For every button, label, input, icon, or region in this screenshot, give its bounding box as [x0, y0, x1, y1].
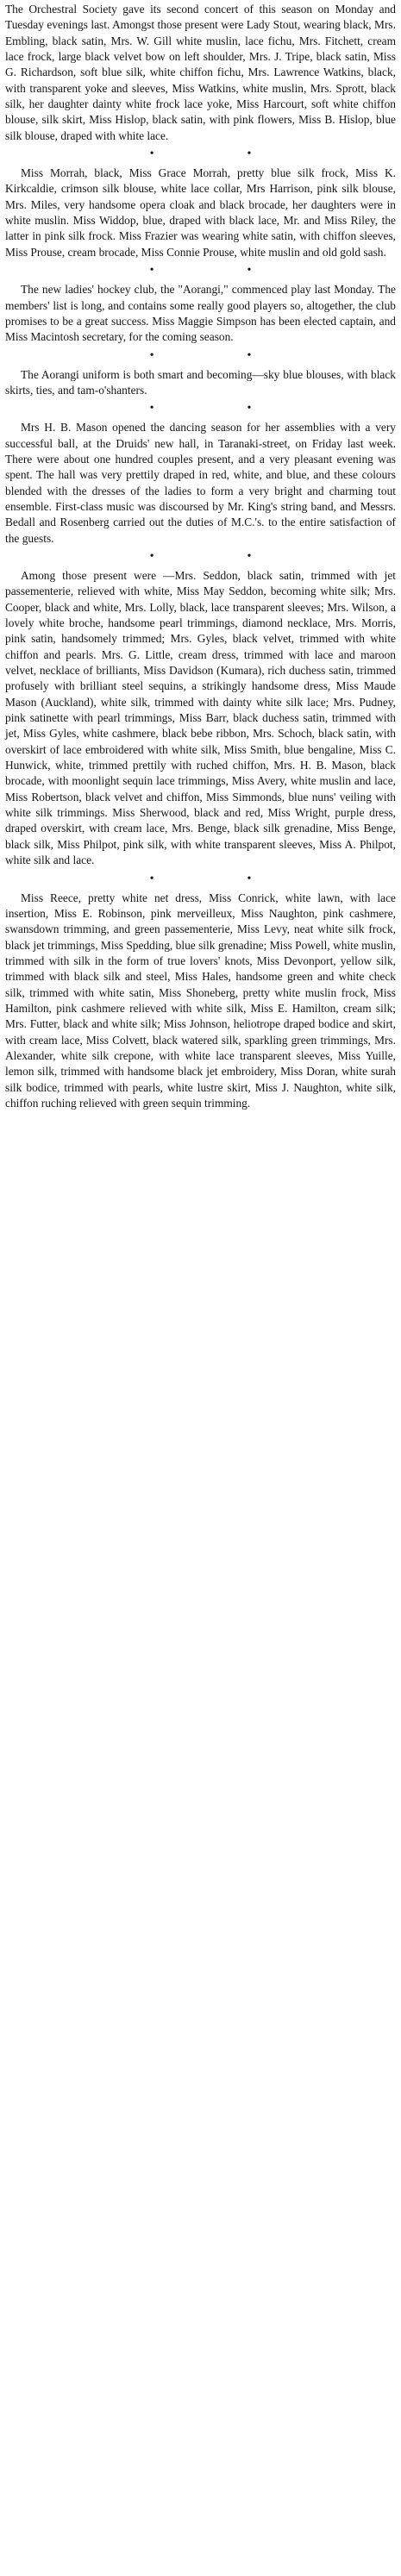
- separator-bullet: •: [247, 872, 252, 885]
- separator-bullet: •: [149, 872, 154, 885]
- separator-bullet: •: [247, 147, 252, 161]
- paragraph-miss-reece: Miss Reece, pretty white net dress, Miss Conrick, white lawn, with lace insertion, Miss E. Robinson, pink merveilleux, Miss Naughton, pink cashmere, swansdown trimming, and green passementerie, Miss Levy, neat white silk frock, black jet trimmings, Miss Spedding, blue silk grenadine; Miss Powell, white muslin, trimmed with silk in the form of true lovers' knots, Miss Devonport, yellow silk, trimmed with black silk and steel, Miss Hales, handsome green and white check silk, trimmed with white satin, Miss Shoneberg, pretty white muslin frock, Miss Hamilton, pink cashmere relieved with white silk, Miss E. Hamilton, cream silk; Mrs. Futter, black and white silk; Miss Johnson, heliotrope draped bodice and skirt, with cream lace, Miss Colvett, black watered silk, sparkling green trimmings, Mrs. Alexander, white silk crepone, with white lace transparent sleeves, Miss Yuille, lemon silk, trimmed with handsome black jet embroidery, Miss Doran, white surah silk bodice, trimmed with pearls, white lustre skirt, Miss J. Naughton, white silk, chiffon ruching relieved with green sequin trimming.: [5, 891, 396, 1110]
- paragraph-those-present: Among those present were —Mrs. Seddon, black satin, trimmed with jet passementerie, relieved with white, Miss May Seddon, becoming white silk; Mrs. Cooper, black and white, Mrs. Lolly, black, lace transparent sleeves; Mrs. Wilson, a lovely white broche, handsome pearl trimmings, diamond necklace, Mrs. Morris, pink satin, handsomely trimmed; Mrs. Gyles, black velvet, trimmed with white chiffon and pearls. Mrs. G. Little, cream dress, trimmed with lace and maroon velvet, necklace of brilliants, Miss Davidson (Kumara), rich duchess satin, trimmed profusely with brilliant steel sequins, a strikingly handsome dress, Miss Maude Mason (Auckland), white silk, trimmed with dainty white silk lace; Mrs. Pudney, pink satinette with pearl trimmings, Miss Barr, black duchess satin, trimmed with jet, Miss Gyles, white cashmere, black bebe ribbon, Mrs. Schoch, black satin, with overskirt of lace embroidered with white silk, Miss Smith, blue bengaline, Miss C. Hunwick, white, trimmed prettily with ruched chiffon, Mrs. H. B. Mason, black brocade, with moonlight sequin lace trimmings, Miss Avery, white muslin and lace, Miss Robertson, black velvet and chiffon, Miss Simmonds, blue nuns' veiling with white silk trimmings. Miss Sherwood, black and red, Miss Wright, purple dress, draped overskirt, with cream lace, Mrs. Benge, black silk grenadine, Miss Benge, black silk, Miss Philpot, pink silk, with white transparent sleeves, Miss A. Philpot, white silk and lace.: [5, 568, 396, 867]
- section-separator: [5, 402, 396, 415]
- paragraph-dancing-season: Mrs H. B. Mason opened the dancing season for her assemblies with a very successful ball, at the Druids' new hall, in Taranaki-street, on Friday last week. There were about one hundred couples present, and a very pleasant evening was spent. The hall was very prettily draped in red, white, and blue, and these colours blended with the dresses of the ladies to form a very bright and charming tout ensemble. First-class music was discoursed by Mr. King's string band, and Messrs. Bedall and Rosenberg carried out the duties of M.C.'s. to the entire satisfaction of the guests.: [5, 421, 396, 545]
- separator-bullet: •: [247, 549, 252, 563]
- paragraph-hockey-club: The new ladies' hockey club, the "Aorangi," commenced play last Monday. The members' list is long, and contains some really good players so, altogether, the club promises to be a great success. Miss Maggie Simpson has been elected captain, and Miss Macintosh secretary, for the coming season.: [5, 283, 396, 344]
- section-separator: [5, 264, 396, 277]
- separator-bullet: •: [149, 147, 154, 161]
- separator-bullet: •: [247, 402, 252, 416]
- separator-bullet: •: [149, 549, 154, 563]
- separator-bullet: •: [247, 348, 252, 362]
- separator-bullet: •: [149, 402, 154, 416]
- paragraph-orchestral-society: The Orchestral Society gave its second concert of this season on Monday and Tuesday evenings last. Amongst those present were Lady Stout, wearing black, Mrs. Embling, black satin, Mrs. W. Gill white muslin, lace fichu, Mrs. Fitchett, cream lace frock, large black velvet bow on left shoulder, Mrs. J. Tripe, black satin, Miss G. Richardson, soft blue silk, white chiffon fichu, Mrs. Lawrence Watkins, black, with transparent yoke and sleeves, Miss Watkins, white muslin, Mrs. Sprott, black silk, her daughter dainty white frock lace yoke, Miss Harcourt, soft white chiffon blouse, silk skirt, Miss Hislop, black satin, with pink flowers, Miss B. Hislop, blue silk blouse, draped with white lace.: [5, 3, 396, 142]
- separator-bullet: •: [247, 264, 252, 278]
- paragraph-morrah: Miss Morrah, black, Miss Grace Morrah, pretty blue silk frock, Miss K. Kirkcaldie, crimson silk blouse, white lace collar, Mrs Harrison, pink silk blouse, Mrs. Miles, very handsome opera cloak and black brocade, her daughters were in white muslin. Miss Widdop, blue, draped with black lace, Mr. and Miss Riley, the latter in pink silk frock. Miss Frazier was wearing white satin, with chiffon sleeves, Miss Prouse, cream brocade, Miss Connie Prouse, white muslin and old gold sash.: [5, 166, 396, 259]
- section-separator: [5, 872, 396, 885]
- section-separator: [5, 147, 396, 160]
- section-separator: [5, 550, 396, 563]
- newspaper-column: [5, 2, 396, 1111]
- separator-bullet: •: [149, 264, 154, 278]
- paragraph-aorangi-uniform: The Aorangi uniform is both smart and becoming—sky blue blouses, with black skirts, ties, and tam-o'shanters.: [5, 367, 396, 397]
- section-separator: [5, 349, 396, 362]
- separator-bullet: •: [149, 348, 154, 362]
